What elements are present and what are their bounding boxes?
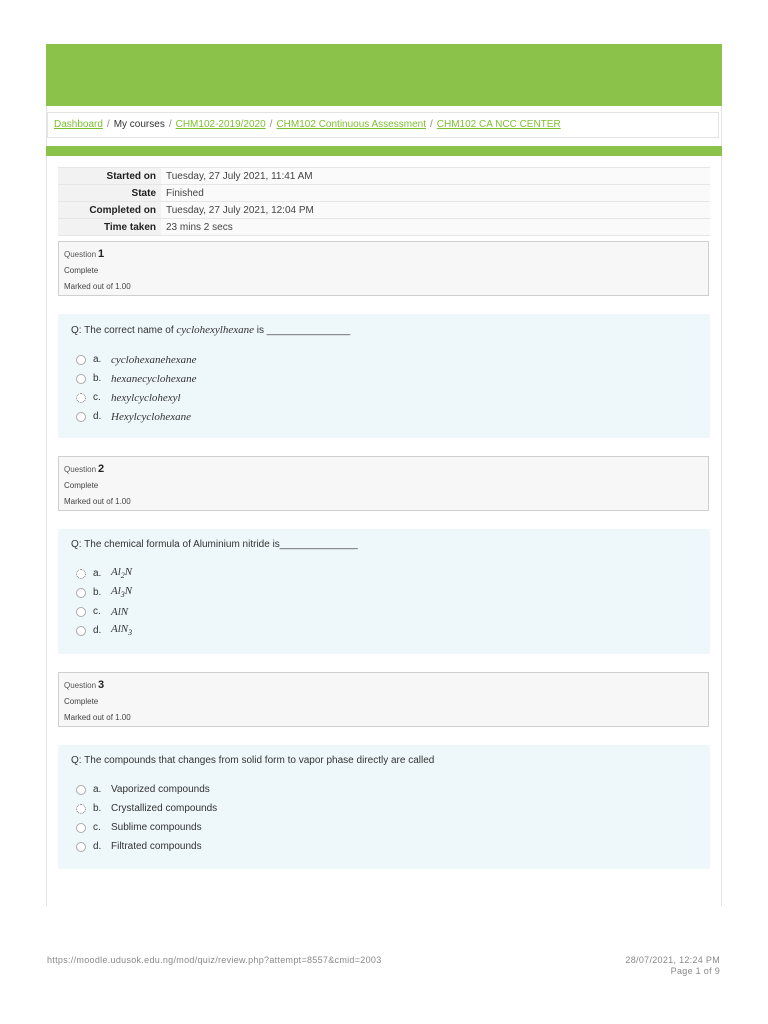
answer-option[interactable]	[71, 388, 697, 407]
breadcrumb-my-courses: My courses	[113, 119, 165, 130]
question-text: Q: The compounds that changes from solid form to vapor phase directly are called	[71, 755, 435, 766]
option-formula	[111, 606, 128, 618]
question-text-part: is _______________	[253, 325, 351, 336]
radio-button[interactable]	[76, 588, 86, 598]
radio-button-selected[interactable]	[76, 393, 86, 403]
question-status: Complete	[64, 697, 99, 706]
answer-options	[71, 350, 697, 426]
summary-value: Tuesday, 27 July 2021, 11:41 AM	[161, 168, 710, 185]
breadcrumb-separator: /	[269, 119, 273, 130]
question-text: Q: The chemical formula of Aluminium nitride is______________	[71, 539, 358, 550]
question-number	[64, 246, 703, 263]
answer-option[interactable]	[71, 799, 697, 818]
answer-option[interactable]	[71, 818, 697, 837]
option-text: Sublime compounds	[111, 822, 202, 833]
question-prefix: Question	[64, 465, 97, 474]
option-letter: a.	[93, 354, 102, 365]
summary-value: Finished	[161, 185, 710, 202]
attempt-summary-table	[58, 167, 710, 236]
option-formula	[111, 623, 132, 637]
question-number	[64, 461, 703, 478]
radio-button[interactable]	[76, 374, 86, 384]
formula-main: Al	[111, 566, 121, 579]
option-text: Vaporized compounds	[111, 784, 210, 795]
summary-value: 23 mins 2 secs	[161, 219, 710, 236]
question-number-value: 3	[98, 679, 105, 691]
question-prefix: Question	[64, 250, 97, 259]
radio-button-selected[interactable]	[76, 804, 86, 814]
option-text: Filtrated compounds	[111, 841, 202, 852]
summary-row-state	[58, 185, 710, 202]
breadcrumb-quiz-link[interactable]: CHM102 CA NCC CENTER	[436, 119, 561, 130]
question-status: Complete	[64, 266, 99, 275]
summary-value: Tuesday, 27 July 2021, 12:04 PM	[161, 202, 710, 219]
option-letter: b.	[93, 587, 102, 598]
footer-page-number: Page 1 of 9	[670, 966, 720, 976]
option-letter: c.	[93, 822, 101, 833]
radio-button-selected[interactable]	[76, 569, 86, 579]
breadcrumb	[47, 112, 719, 138]
answer-options	[71, 564, 697, 640]
question-text-math: cyclohexylhexane	[176, 324, 254, 336]
formula-tail: N	[124, 566, 133, 579]
formula-main: AlN	[111, 623, 129, 636]
question-text	[71, 324, 697, 336]
question-number	[64, 677, 703, 694]
formula-main: AlN	[111, 605, 129, 618]
option-formula	[111, 566, 132, 580]
answer-option[interactable]	[71, 780, 697, 799]
radio-button[interactable]	[76, 626, 86, 636]
question-prefix: Question	[64, 681, 97, 690]
question-number-value: 1	[98, 248, 105, 260]
formula-tail: N	[124, 585, 133, 598]
answer-options	[71, 780, 697, 856]
breadcrumb-section-link[interactable]: CHM102 Continuous Assessment	[276, 119, 426, 130]
breadcrumb-separator: /	[106, 119, 110, 130]
question-number-value: 2	[98, 463, 105, 475]
summary-label: Completed on	[58, 202, 161, 219]
summary-row-completed	[58, 202, 710, 219]
option-text: hexanecyclohexane	[111, 372, 197, 385]
question-marks: Marked out of 1.00	[64, 282, 131, 291]
question-3-info	[58, 672, 709, 727]
radio-button[interactable]	[76, 785, 86, 795]
site-header-banner	[46, 44, 722, 106]
breadcrumb-separator: /	[429, 119, 433, 130]
summary-label: Started on	[58, 168, 161, 185]
option-letter: a.	[93, 568, 102, 579]
radio-button[interactable]	[76, 607, 86, 617]
answer-option[interactable]	[71, 369, 697, 388]
option-letter: a.	[93, 784, 102, 795]
answer-option[interactable]	[71, 602, 697, 621]
option-text: hexylcyclohexyl	[111, 391, 181, 404]
question-marks: Marked out of 1.00	[64, 497, 131, 506]
summary-label: Time taken	[58, 219, 161, 236]
option-letter: d.	[93, 841, 102, 852]
question-1-content	[58, 314, 710, 438]
option-letter: c.	[93, 606, 101, 617]
formula-main: Al	[111, 585, 121, 598]
question-1-info	[58, 241, 709, 296]
breadcrumb-dashboard-link[interactable]: Dashboard	[54, 119, 103, 130]
radio-button[interactable]	[76, 842, 86, 852]
footer-print-info	[625, 955, 720, 977]
radio-button[interactable]	[76, 355, 86, 365]
answer-option[interactable]	[71, 837, 697, 856]
footer-url: https://moodle.udusok.edu.ng/mod/quiz/review.php?attempt=8557&cmid=2003	[47, 955, 382, 965]
question-2-content	[58, 529, 710, 654]
question-3-content	[58, 745, 710, 869]
question-2-info	[58, 456, 709, 511]
option-text: cyclohexanehexane	[111, 353, 197, 366]
content-top-bar	[46, 146, 722, 156]
option-letter: b.	[93, 373, 102, 384]
answer-option[interactable]	[71, 350, 697, 369]
option-letter: d.	[93, 411, 102, 422]
summary-label: State	[58, 185, 161, 202]
option-letter: d.	[93, 625, 102, 636]
option-text: Hexylcyclohexane	[111, 410, 191, 423]
summary-row-started	[58, 168, 710, 185]
radio-button[interactable]	[76, 823, 86, 833]
radio-button[interactable]	[76, 412, 86, 422]
option-formula	[111, 585, 132, 599]
question-marks: Marked out of 1.00	[64, 713, 131, 722]
summary-row-time-taken	[58, 219, 710, 236]
breadcrumb-course-link[interactable]: CHM102-2019/2020	[175, 119, 266, 130]
option-letter: b.	[93, 803, 102, 814]
breadcrumb-separator: /	[168, 119, 172, 130]
answer-option[interactable]	[71, 407, 697, 426]
answer-option[interactable]	[71, 583, 697, 602]
question-status: Complete	[64, 481, 99, 490]
footer-datetime: 28/07/2021, 12:24 PM	[625, 955, 720, 965]
option-text: Crystallized compounds	[111, 803, 218, 814]
option-letter: c.	[93, 392, 101, 403]
answer-option[interactable]	[71, 564, 697, 583]
answer-option[interactable]	[71, 621, 697, 640]
formula-subscript: 3	[120, 590, 125, 600]
formula-subscript: 3	[128, 628, 133, 638]
formula-subscript: 2	[120, 571, 125, 581]
question-text-part: Q: The correct name of	[71, 325, 177, 336]
